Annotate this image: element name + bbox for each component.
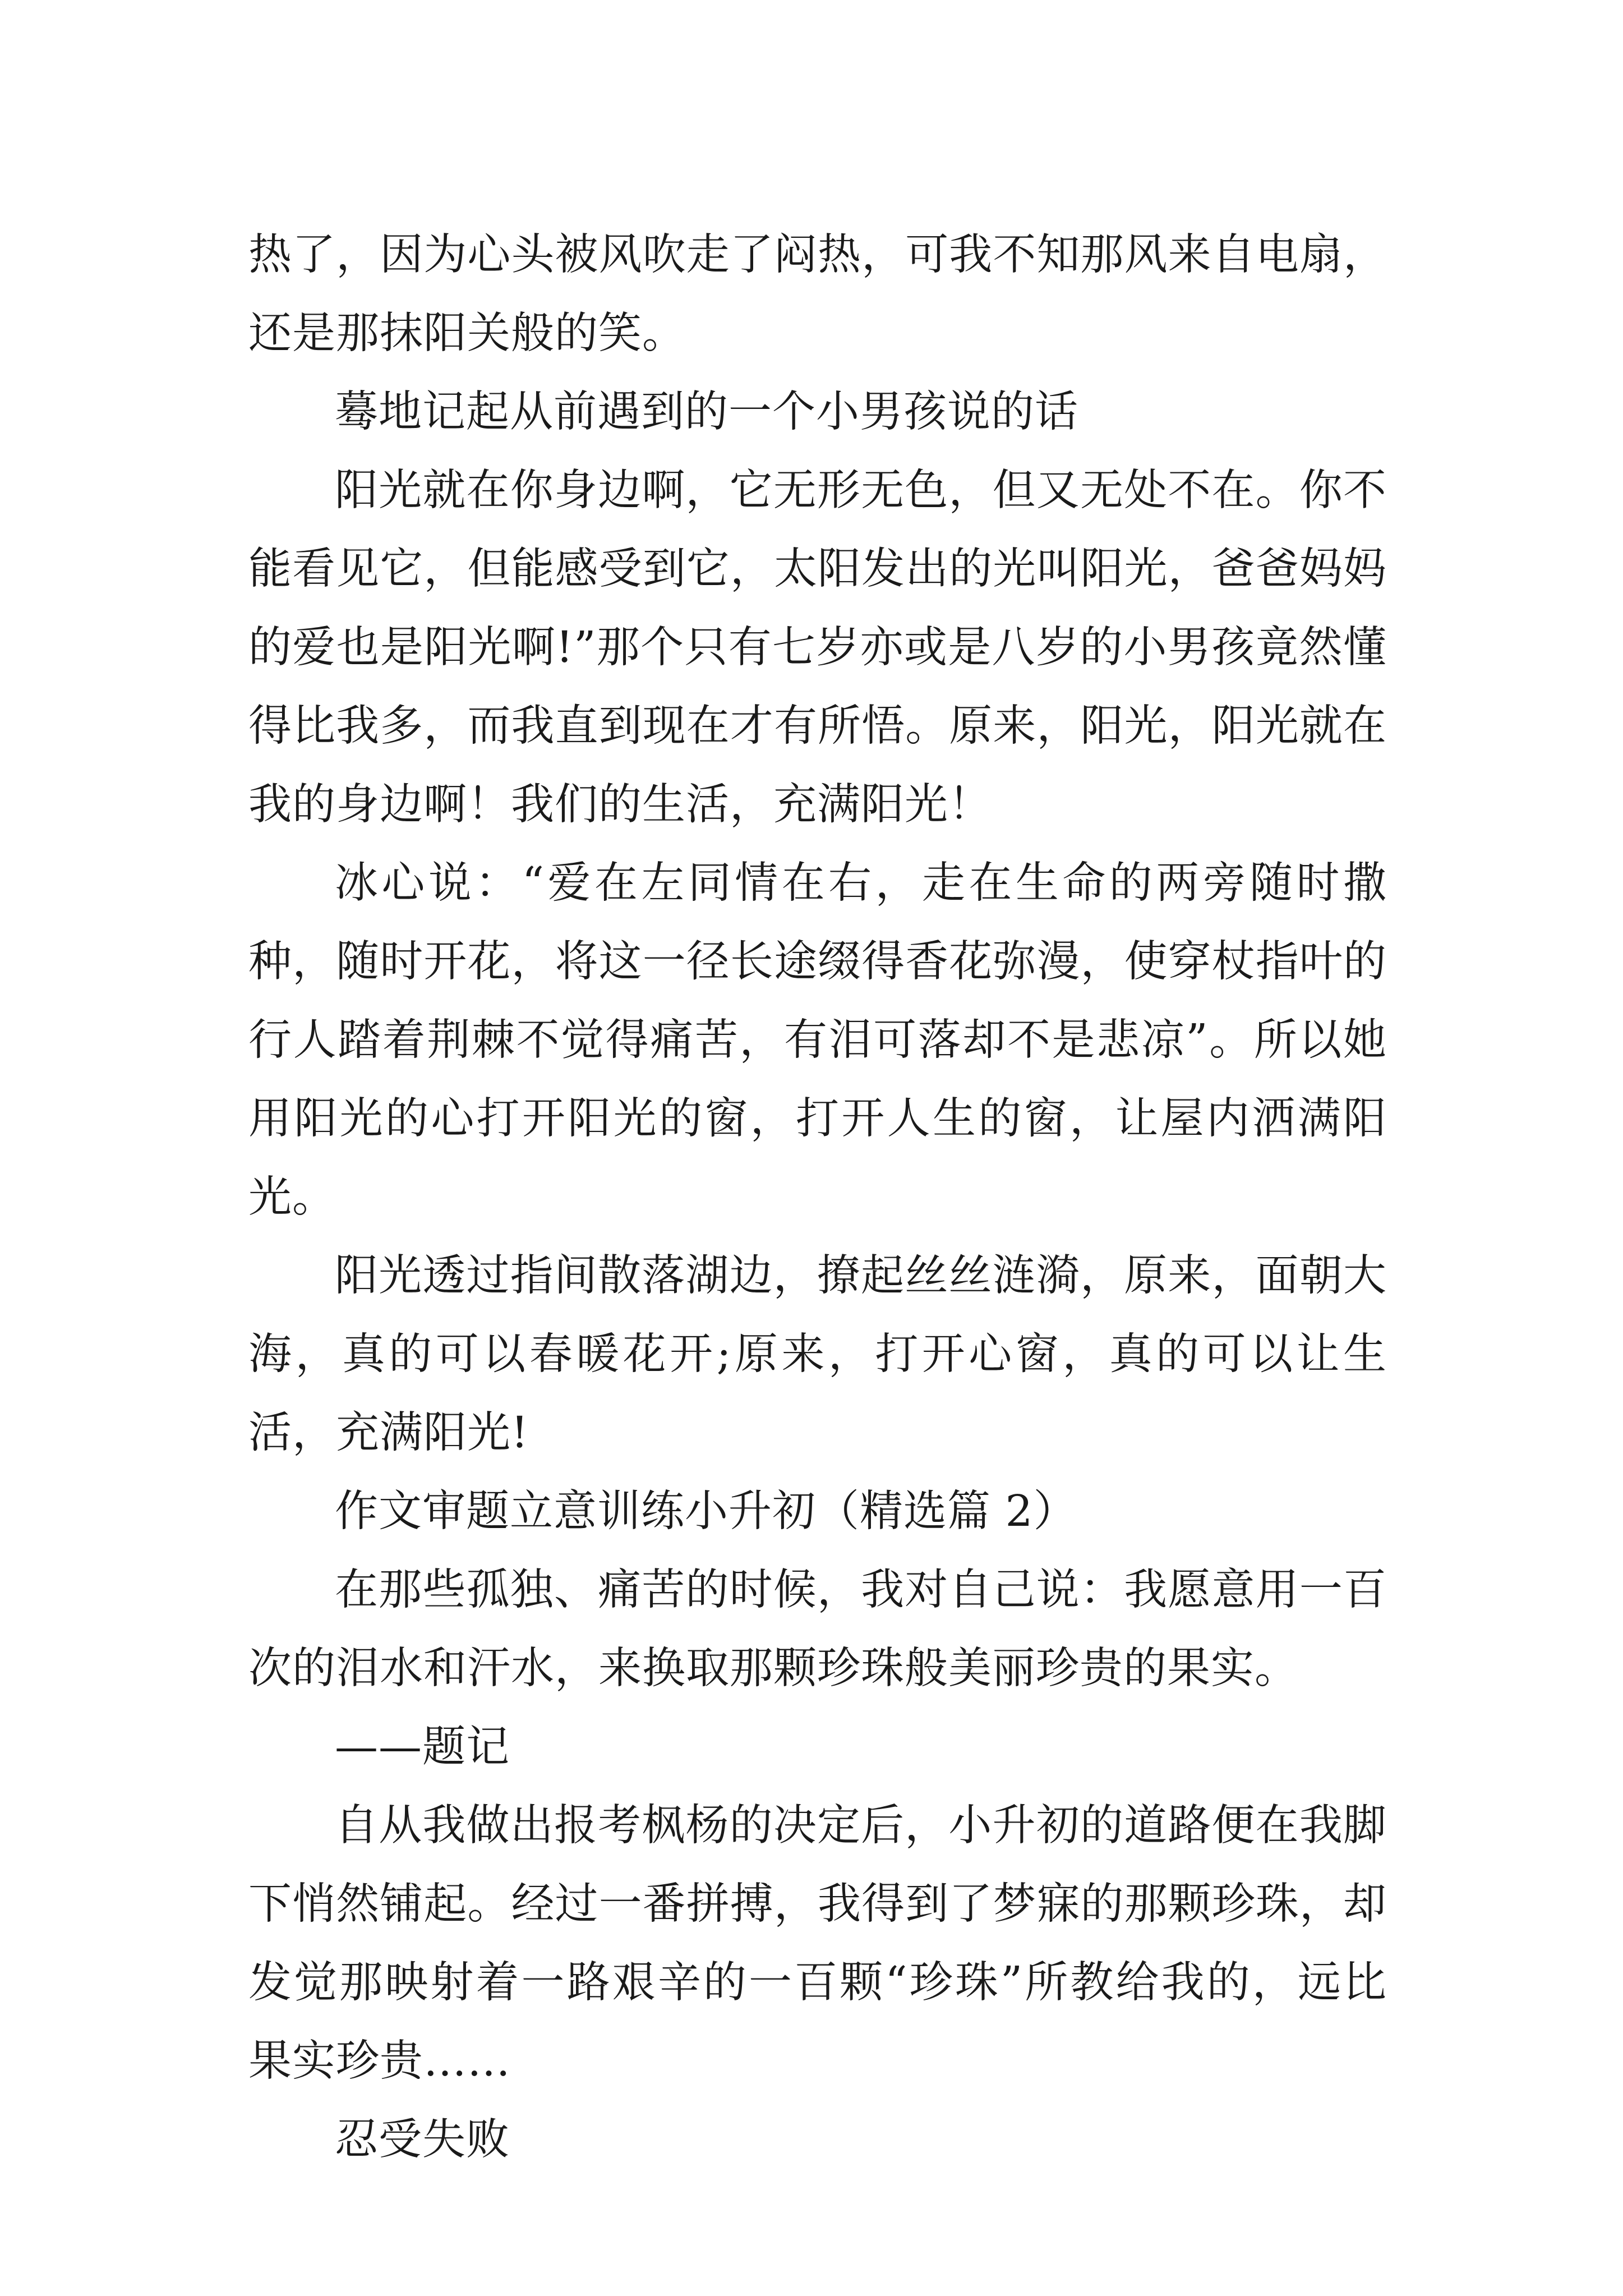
paragraph-epigraph: 在那些孤独、痛苦的时候，我对自己说：我愿意用一百次的泪水和汗水，来换取那颗珍珠般美丽珍贵的果实。 <box>248 1565 1387 1694</box>
section-heading: 作文审题立意训练小升初（精选篇 2） <box>335 1487 1077 1536</box>
epigraph-attribution: ——题记 <box>335 1722 510 1772</box>
paragraph-sunlight-conclusion: 阳光透过指间散落湖边，撩起丝丝涟漪，原来，面朝大海，真的可以春暖花开;原来，打开心窗，真的可以让生活，充满阳光! <box>248 1251 1387 1458</box>
paragraph-bingxin-quote: 冰心说：“爱在左同情在右，走在生命的两旁随时撒种，随时开花，将这一径长途缀得香花弥漫，使穿杖指叶的行人踏着荆棘不觉得痛苦，有泪可落却不是悲凉”。所以她用阳光的心打开阳光的窗，打开人生的窗，让屋内洒满阳光。 <box>248 858 1387 1222</box>
document-body <box>248 216 1387 2179</box>
paragraph-boy-quote: 阳光就在你身边啊，它无形无色，但又无处不在。你不能看见它，但能感受到它，太阳发出的光叫阳光，爸爸妈妈的爱也是阳光啊!”那个只有七岁亦或是八岁的小男孩竟然懂得比我多，而我直到现在才有所悟。原来，阳光，阳光就在我的身边啊！我们的生活，充满阳光！ <box>248 466 1387 830</box>
paragraph-exam-decision: 自从我做出报考枫杨的决定后，小升初的道路便在我脚下悄然铺起。经过一番拼搏，我得到了梦寐的那颗珍珠，却发觉那映射着一路艰辛的一百颗“珍珠”所教给我的，远比果实珍贵…… <box>248 1801 1387 2086</box>
paragraph-recollection: 蓦地记起从前遇到的一个小男孩说的话 <box>335 387 1078 437</box>
subheading-enduring-failure: 忍受失败 <box>335 2115 510 2165</box>
paragraph-continuation: 热了，因为心头被风吹走了闷热，可我不知那风来自电扇，还是那抹阳关般的笑。 <box>248 230 1387 358</box>
